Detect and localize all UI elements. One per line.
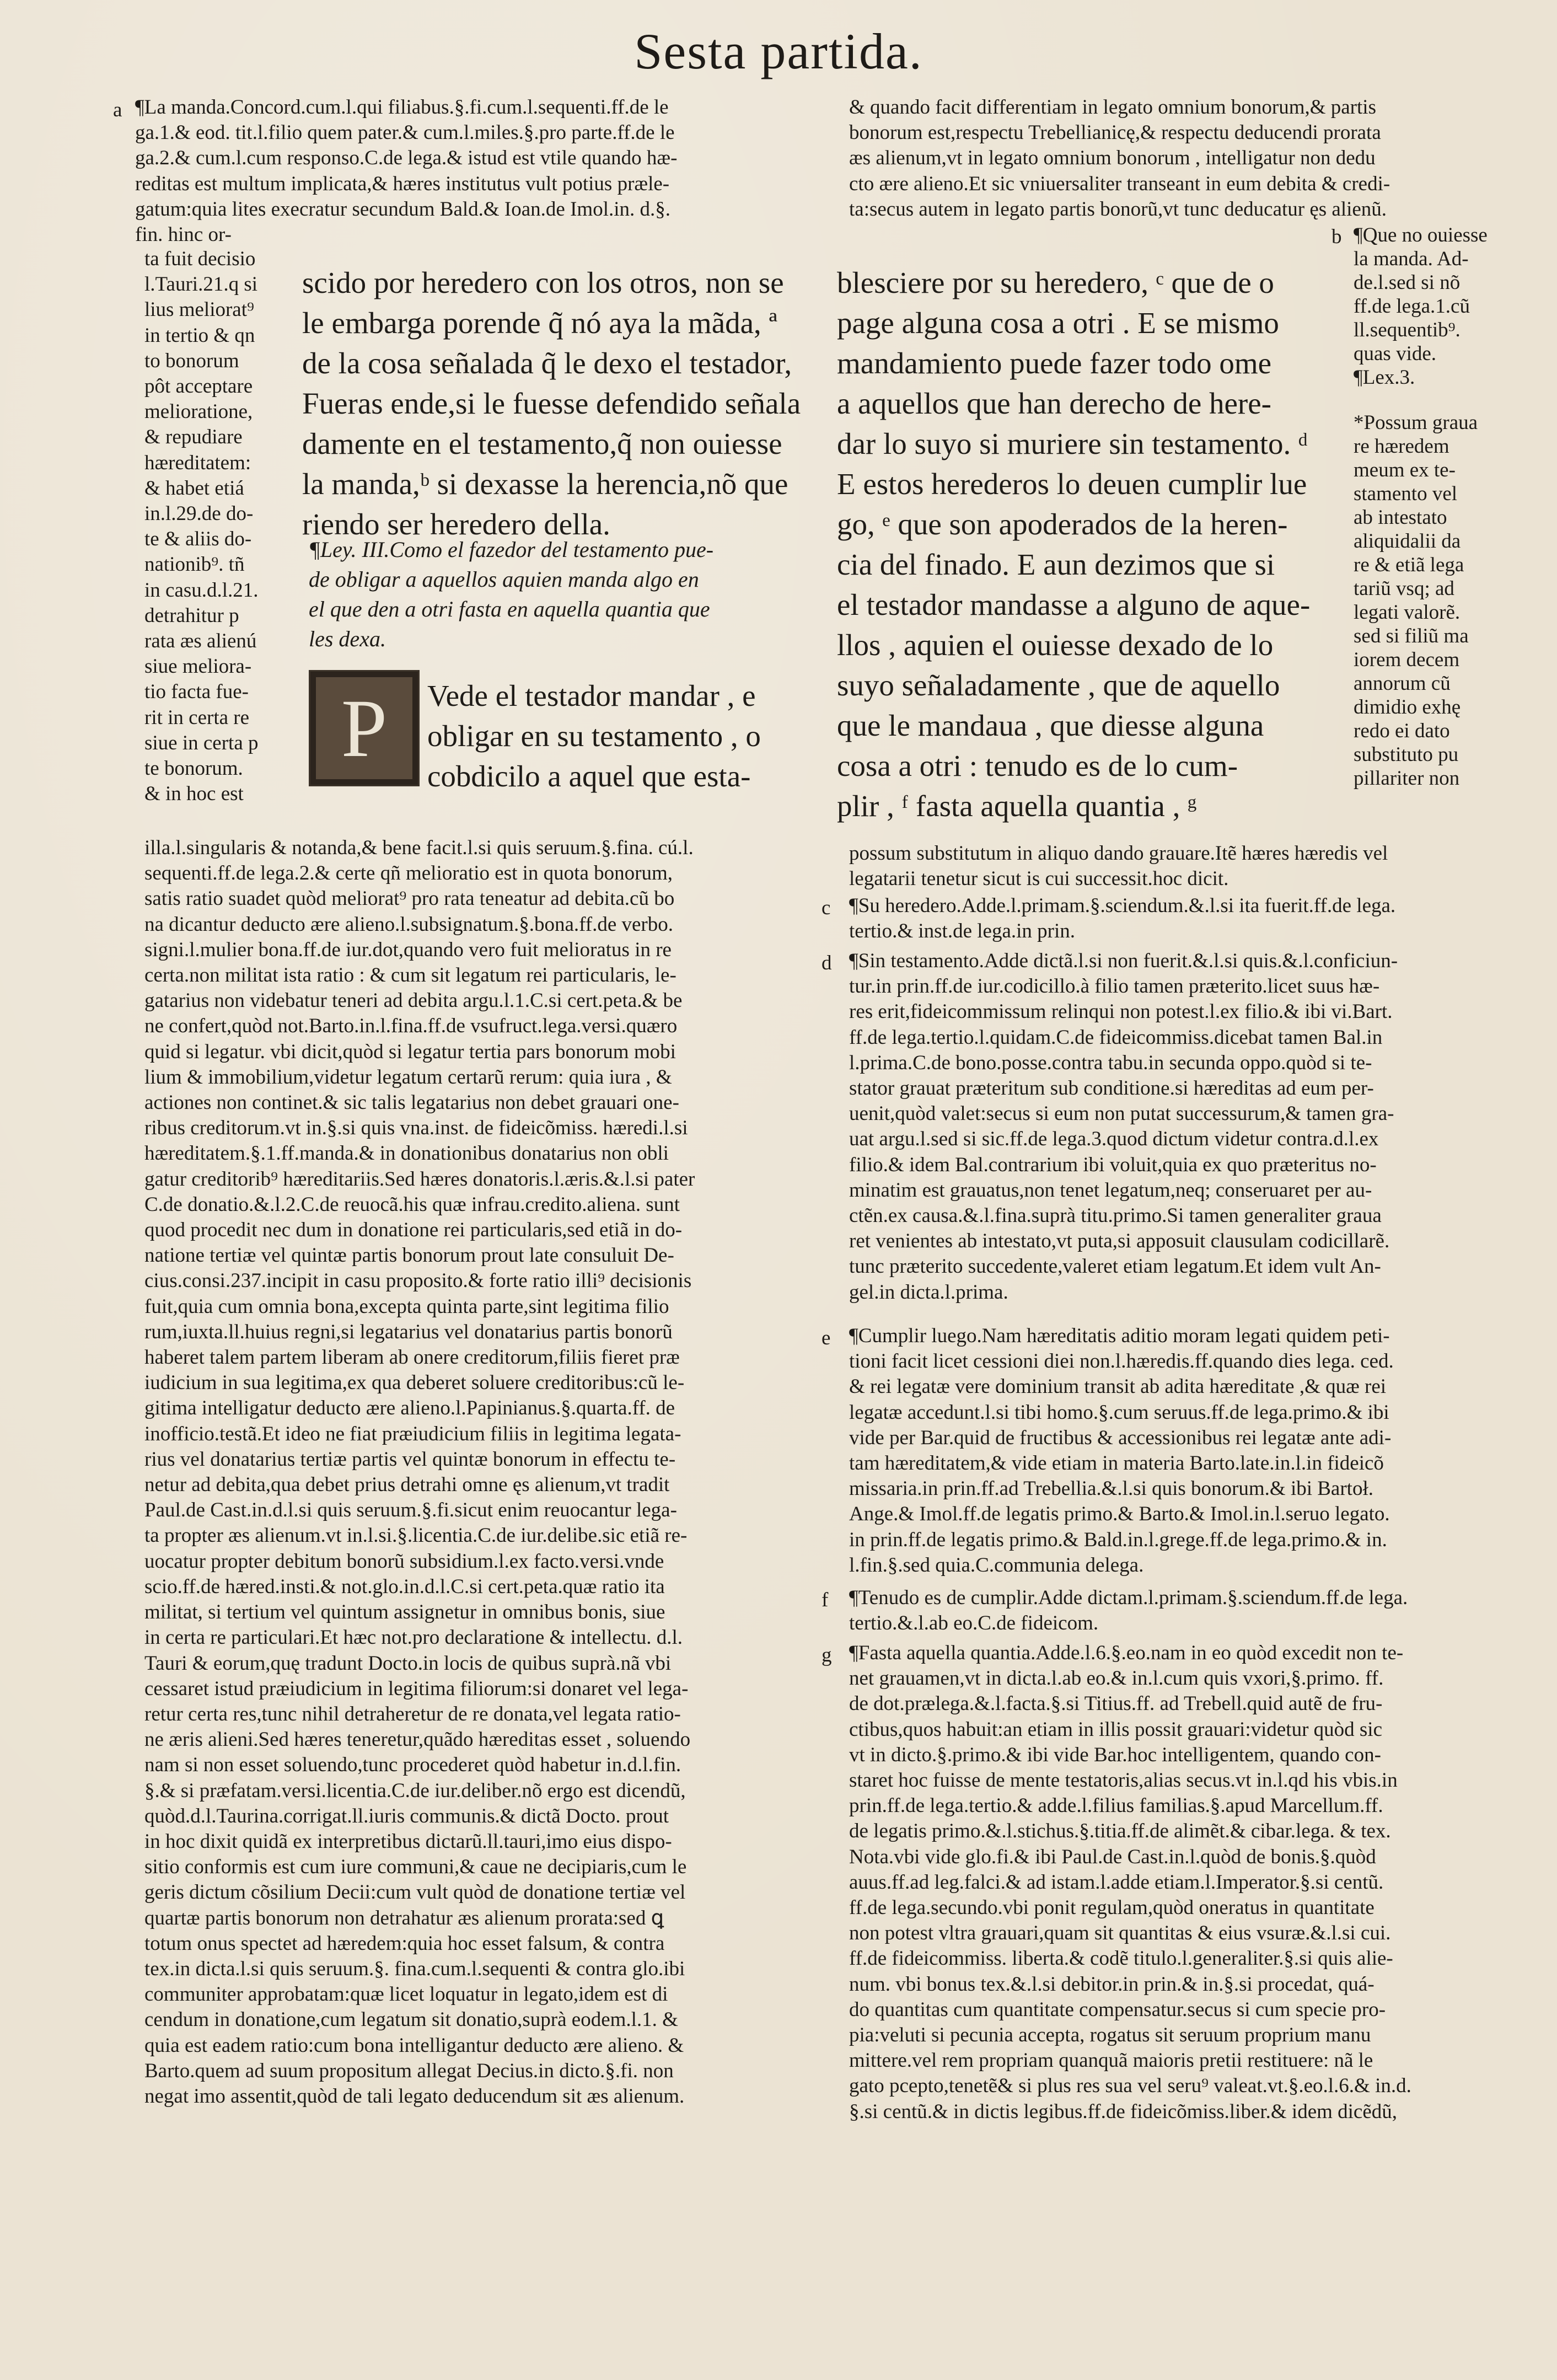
note-g-line: §.si centũ.& in dictis legibus.ff.de fideicõmiss.liber.& idem dicẽdũ, <box>849 2100 1398 2123</box>
note-lex3-line: *Possum graua <box>1354 411 1478 434</box>
gloss-bottom-left-line: quòd.d.l.Taurina.corrigat.ll.iuris communis.& dictã Docto. prout <box>144 1804 669 1827</box>
gloss-top-left <box>135 95 813 248</box>
note-g-line: auus.ff.ad leg.falci.& ad istam.l.adde etiam.l.Imperator.§.si centũ. <box>849 1870 1384 1894</box>
gloss-narrow-left-line: l.Tauri.21.q si <box>144 273 257 296</box>
gloss-mark-e: e <box>822 1327 831 1349</box>
gloss-narrow-left-line: & in hoc est <box>144 782 244 806</box>
note-d-line: ¶Sin testamento.Adde dictã.l.si non fuerit.&.l.si quis.&.l.conficiun- <box>849 950 1398 972</box>
initial-letter: P <box>341 682 388 774</box>
gloss-bottom-left-line: ta propter æs alienum.vt in.l.si.§.licentia.C.de iur.delibe.sic etiã re- <box>144 1524 688 1547</box>
gloss-bottom-left-line: totum onus spectet ad hæredem:quia hoc esset falsum, & contra <box>144 1932 665 1955</box>
note-b-line: ll.sequentib⁹. <box>1354 319 1461 341</box>
main-right-line: go, ᵉ que son apoderados de la heren- <box>837 507 1288 541</box>
note-d-line: tur.in prin.ff.de iur.codicillo.à filio tamen præterito.licet suus hæ- <box>849 975 1380 998</box>
note-g-line: ctibus,quos habuit:an etiam in illis possit grauari:videtur quòd sic <box>849 1718 1383 1741</box>
note-b-line: ¶Que no ouiesse <box>1354 224 1488 246</box>
gloss-bottom-left-line: ribus creditorum.vt in.§.si quis vna.inst. de fideicõmiss. hæredi.l.si <box>144 1117 688 1140</box>
gloss-bottom-left-line: quia est eadem ratio:cum bona intelligantur deducto ære alieno. & <box>144 2034 684 2057</box>
note-e-line: legatæ accedunt.l.si tibi homo.§.cum seruus.ff.de lega.primo.& ibi <box>849 1401 1389 1424</box>
gloss-narrow-left-line: in tertio & qn <box>144 324 255 347</box>
ley-text-line: Vede el testador mandar , e <box>427 679 756 712</box>
note-b-line: ¶Lex.3. <box>1354 366 1415 389</box>
note-f-line: tertio.&.l.ab eo.C.de fideicom. <box>849 1612 1099 1635</box>
gloss-bottom-left-line: hæreditatem.§.1.ff.manda.& in donationibus donatarius non obli <box>144 1142 669 1165</box>
note-d-line: minatim est grauatus,non tenet legatum,neq; conseruaret per au- <box>849 1178 1372 1202</box>
gloss-bottom-left-line: militat, si tertium vel quintum assignetur in omnibus bonis, siue <box>144 1601 665 1624</box>
note-g-line: non potest vltra grauari,quam sit quantitas & eius vsuræ.&.l.si cui. <box>849 1922 1391 1945</box>
note-e-line: ¶Cumplir luego.Nam hæreditatis aditio moram legati quidem peti- <box>849 1325 1390 1347</box>
gloss-narrow-left-line: siue meliora- <box>144 655 252 678</box>
gloss-bottom-left-line: na dicantur deducto ære alieno.l.subsignatum.§.bona.ff.de verbo. <box>144 913 674 936</box>
note-e <box>849 1323 1494 1578</box>
note-g-line: de dot.prælega.&.l.facta.§.si Titius.ff. ad Trebell.quid autẽ de fru- <box>849 1692 1383 1716</box>
note-d-line: ff.de lega.tertio.l.quidam.C.de fideicommiss.dicebat tamen Bal.in <box>849 1026 1383 1049</box>
gloss-bottom-left-line: in hoc dixit quidã ex interpretibus dictarũ.ll.tauri,imo eius dispo- <box>144 1830 672 1853</box>
note-d-line: tunc præterito succedente,valeret etiam legatum.Et idem vult An- <box>849 1255 1381 1278</box>
gloss-bottom-left-line: inofficio.testã.Et ideo ne fiat præiudicium filiis in legitima legata- <box>144 1422 681 1445</box>
note-lex3-line: stamento vel <box>1354 483 1458 505</box>
note-f <box>849 1585 1494 1636</box>
gloss-bottom-left-line: signi.l.mulier bona.ff.de iur.dot,quando vero fuit melioratus in re <box>144 938 672 961</box>
gloss-narrow-left-line: rit in certa re <box>144 706 250 729</box>
note-d <box>849 948 1494 1305</box>
main-right-line: plir , ᶠ fasta aquella quantia , ᵍ <box>837 789 1197 823</box>
ley-text-line: obligar en su testamento , o <box>427 719 761 753</box>
gloss-mark-f: f <box>822 1589 829 1611</box>
gloss-bottom-left-line: cessaret istud præiudicium in legitima filiorum:si donaret vel lega- <box>144 1677 689 1700</box>
running-head: Sesta partida. <box>634 23 923 79</box>
main-text-left <box>302 262 820 544</box>
note-g-line: ff.de fideicommiss. liberta.& codẽ titulo.l.generaliter.§.si quis alie- <box>849 1947 1393 1970</box>
gloss-bottom-left-line: C.de donatio.&.l.2.C.de reuocã.his quæ infrau.credito.aliena. sunt <box>144 1193 680 1216</box>
gloss-top-left-line: gatum:quia lites execratur secundum Bald.& Ioan.de Imol.in. d.§. <box>135 197 670 221</box>
gloss-top-right-line: cto ære alieno.Et sic vniuersaliter transeant in eum debita & credi- <box>849 172 1390 195</box>
note-d-line: filio.& idem Bal.contrarium ibi voluit,quia ex quo præteritus no- <box>849 1153 1377 1176</box>
main-left-line: riendo ser heredero della. <box>302 507 610 541</box>
gloss-bottom-left-line: §.& si præfatam.versi.licentia.C.de iur.deliber.nõ ergo est dicendũ, <box>144 1779 686 1802</box>
note-e-line: tam hæreditatem,& vide etiam in materia Barto.late.in.l.in fideicõ <box>849 1452 1384 1475</box>
gloss-narrow-left-line: nationib⁹. tñ <box>144 553 245 576</box>
note-g-line: mittere.vel rem propriam quanquã maioris pretii restituere: nã le <box>849 2049 1373 2072</box>
note-g-line: pia:veluti si pecunia accepta, rogatus sit seruum proprium manu <box>849 2024 1371 2047</box>
gloss-narrow-left-line: detrahitur p <box>144 604 239 627</box>
gloss-narrow-left-line: melioratione, <box>144 400 253 424</box>
gloss-narrow-left-line: ta fuit decisio <box>144 248 256 270</box>
note-d-line: ret venientes ab intestato,vt puta,si apposuit clausulam codicillarẽ. <box>849 1230 1390 1253</box>
gloss-bottom-left-line: sequenti.ff.de lega.2.& certe qñ melioratio est in quota bonorum, <box>144 862 673 885</box>
gloss-bottom-left-line: cius.consi.237.incipit in casu proposito.& forte ratio illi⁹ decisionis <box>144 1269 692 1293</box>
gloss-bottom-left-line: negat imo assentit,quòd de tali legato deducendum sit æs alienum. <box>144 2084 685 2108</box>
gloss-top-right-line: æs alienum,vt in legato omnium bonorum , intelligatur non dedu <box>849 147 1376 170</box>
note-g-line: do quantitas cum quantitate compensatur.secus si cum specie pro- <box>849 1998 1386 2021</box>
gloss-right-mid <box>849 841 1494 892</box>
note-lex3-line: dimidio exhę <box>1354 696 1461 719</box>
note-g <box>849 1641 1494 2125</box>
main-right-line: llos , aquien el ouiesse dexado de lo <box>837 628 1274 662</box>
note-lex3-line: meum ex te- <box>1354 459 1456 481</box>
main-left-line: damente en el testamento,q̃ non ouiesse <box>302 427 782 460</box>
note-b-line: la manda. Ad- <box>1354 248 1469 270</box>
main-right-line: blesciere por su heredero, ᶜ que de o <box>837 266 1274 299</box>
main-left-line: la manda,ᵇ si dexasse la herencia,nõ que <box>302 467 788 501</box>
gloss-bottom-left-line: lium & immobilium,videtur legatum certarũ rerum: quia iura , & <box>144 1065 672 1089</box>
gloss-bottom-left-line: uocatur propter debitum bonorũ subsidium.l.ex facto.versi.vnde <box>144 1550 664 1573</box>
gloss-bottom-left-line: sitio conformis est cum iure communi,& caue ne decipiaris,cum le <box>144 1856 687 1879</box>
note-lex3-line: tariũ vsq; ad <box>1354 577 1454 600</box>
note-d-line: l.prima.C.de bono.posse.contra tabu.in secunda oppo.quòd si te- <box>849 1051 1372 1074</box>
gloss-bottom-left-line: actiones non continet.& sic talis legatarius non debet grauari one- <box>144 1091 679 1114</box>
main-right-line: que le mandaua , que diesse alguna <box>837 709 1264 742</box>
note-g-line: de legatis primo.&.l.stichus.§.titia.ff.de alimẽt.& cibar.lega. & tex. <box>849 1820 1391 1843</box>
gloss-narrow-left-line: & repudiare <box>144 426 243 449</box>
gloss-bottom-left-line: gatarius non videbatur teneri ad debita argu.l.1.C.si cert.peta.& be <box>144 989 683 1012</box>
gloss-bottom-left-line: haberet talem partem liberam ab onere creditorum,filiis fieret præ <box>144 1346 680 1369</box>
decorated-initial <box>309 670 420 786</box>
note-g-line: staret hoc fuisse de mente testatoris,alias secus.vt in.l.qd his vbis.in <box>849 1769 1398 1792</box>
gloss-narrow-left-line: pôt acceptare <box>144 375 253 398</box>
note-d-line: stator grauat præteritum sub conditione.si hæreditas ad eum per- <box>849 1077 1374 1100</box>
ley-heading-line: el que den a otri fasta en aquella quantia que <box>309 597 710 621</box>
main-left-line: de la cosa señalada q̃ le dexo el testador, <box>302 346 792 380</box>
note-d-line: res erit,fideicommissum relinqui non potest.l.ex filio.& ibi vi.Bart. <box>849 1000 1393 1023</box>
gloss-top-right <box>849 95 1494 222</box>
note-c-line: ¶Su heredero.Adde.l.primam.§.sciendum.&.l.si ita fuerit.ff.de lega. <box>849 894 1396 917</box>
note-c <box>849 893 1494 944</box>
gloss-narrow-left-line: in casu.d.l.21. <box>144 578 259 602</box>
note-lex3-line: pillariter non <box>1354 767 1460 790</box>
note-lex3-line: re hæredem <box>1354 435 1449 458</box>
gloss-bottom-left-line: quid si legatur. vbi dicit,quòd si legatur tertia pars bonorum mobi <box>144 1040 676 1063</box>
note-g-line: Nota.vbi vide glo.fi.& ibi Paul.de Cast.in.l.quòd de bonis.§.quòd <box>849 1845 1376 1868</box>
gloss-narrow-left-line: lius meliorat⁹ <box>144 298 254 321</box>
note-lex3-line: iorem decem <box>1354 648 1460 671</box>
gloss-bottom-left-line: ne æris alieni.Sed hæres teneretur,quãdo hæreditas esset , soluendo <box>144 1728 691 1751</box>
gloss-bottom-left-line: fuit,quia cum omnia bona,excepta quinta parte,sint legitima filio <box>144 1295 669 1318</box>
gloss-bottom-left-line: nam si non esset soluendo,tunc procederet quòd habetur in.d.l.fin. <box>144 1754 681 1777</box>
main-right-line: suyo señaladamente , que de aquello <box>837 668 1280 702</box>
note-lex3-line: redo ei dato <box>1354 720 1450 742</box>
note-lex3-line: aliquidalii da <box>1354 530 1461 553</box>
gloss-bottom-left-line: satis ratio suadet quòd meliorat⁹ pro rata teneatur ad debita.cũ bo <box>144 887 675 910</box>
gloss-bottom-left-line: ne confert,quòd not.Barto.in.l.fina.ff.de vsufruct.lega.versi.quæro <box>144 1015 678 1038</box>
note-e-line: in prin.ff.de legatis primo.& Bald.in.l.grege.ff.de lega.primo.& in. <box>849 1528 1387 1551</box>
note-g-line: gato pcepto,tenetẽ& si plus res sua vel seru⁹ valeat.vt.§.eo.l.6.& in.d. <box>849 2075 1411 2098</box>
gloss-bottom-left-line: scio.ff.de hæred.insti.& not.glo.in.d.l.C.si cert.peta.quæ ratio ita <box>144 1575 665 1598</box>
gloss-narrow-left-line: in.l.29.de do- <box>144 502 254 526</box>
gloss-narrow-left-line: siue in certa p <box>144 731 259 754</box>
note-d-line: gel.in dicta.l.prima. <box>849 1280 1008 1304</box>
note-b <box>1354 223 1519 389</box>
gloss-mark-g: g <box>822 1644 832 1666</box>
note-e-line: vide per Bar.quid de fructibus & accessionibus rei legatæ ante adi- <box>849 1426 1392 1449</box>
main-left-line: Fueras ende,si le fuesse defendido señala <box>302 387 801 420</box>
note-d-line: uenit,quòd valet:secus si eum non putat successurum,& tamen gra- <box>849 1102 1394 1125</box>
note-lex3-line: substituto pu <box>1354 743 1459 766</box>
ley-text-line: cobdicilo a aquel que esta- <box>427 759 751 793</box>
note-lex3-line: legati valorẽ. <box>1354 601 1461 624</box>
gloss-bottom-left-line: rum,iuxta.ll.huius regni,si legatarius vel donatarius partis bonorũ <box>144 1320 673 1343</box>
gloss-bottom-left-line: gitima intelligatur deducto ære alieno.l.Papinianus.§.quarta.ff. de <box>144 1397 675 1420</box>
note-lex3-line: ab intestato <box>1354 506 1447 529</box>
gloss-bottom-left-line: certa.non militat ista ratio : & cum sit legatum rei particularis, le- <box>144 964 677 987</box>
gloss-top-right-line: & quando facit differentiam in legato omnium bonorum,& partis <box>849 96 1376 119</box>
gloss-narrow-left-line: rata æs alienú <box>144 630 257 653</box>
note-e-line: & rei legatæ vere dominium transit ab adita hæreditate ,& quæ rei <box>849 1375 1387 1398</box>
main-right-line: a aquellos que han derecho de here- <box>837 387 1271 420</box>
gloss-bottom-left-line: cendum in donatione,cum legatum sit donatio,suprà eodem.l.1. & <box>144 2008 678 2031</box>
ley-heading-line: ¶Ley. III.Como el fazedor del testamento pue- <box>309 537 714 562</box>
gloss-bottom-left-line: Barto.quem ad suum propositum allegat Decius.in dicto.§.fi. non <box>144 2059 674 2082</box>
gloss-mark-c: c <box>822 897 831 919</box>
note-lex3-line: annorum cũ <box>1354 672 1451 695</box>
gloss-bottom-left-line: communiter approbatam:quæ licet loquatur in legato,idem est di <box>144 1983 668 2006</box>
main-left-line: le embarga porende q̃ nó aya la mãda, ª <box>302 306 777 340</box>
ley-heading-line: de obligar a aquellos aquien manda algo en <box>309 567 699 592</box>
gloss-top-right-line: bonorum est,respectu Trebellianicę,& respectu deducendi prorata <box>849 121 1381 144</box>
note-b-line: ff.de lega.1.cũ <box>1354 295 1470 318</box>
main-right-line: mandamiento puede fazer todo ome <box>837 346 1272 380</box>
gloss-narrow-left-line: te & aliis do- <box>144 528 252 551</box>
note-g-line: vt in dicto.§.primo.& ibi vide Bar.hoc intelligentem, quando con- <box>849 1743 1381 1766</box>
main-right-line: page alguna cosa a otri . E se mismo <box>837 306 1279 340</box>
gloss-top-right-line: ta:secus autem in legato partis bonorũ,vt tunc deducatur ęs alienũ. <box>849 197 1387 221</box>
note-d-line: ctẽn.ex causa.&.l.fina.suprà titu.primo.Si tamen generaliter graua <box>849 1204 1382 1227</box>
gloss-right-mid-line: legatarii tenetur sicut is cui successit.hoc dicit. <box>849 867 1229 891</box>
ley-text <box>427 676 824 796</box>
note-g-line: prin.ff.de lega.tertio.& adde.l.filius familias.§.apud Marcellum.ff. <box>849 1794 1383 1818</box>
note-g-line: num. vbi bonus tex.&.l.si debitor.in prin.& in.§.si procedat, quá- <box>849 1972 1375 1996</box>
note-lex3 <box>1354 411 1519 790</box>
gloss-bottom-left-line: Tauri & eorum,quę tradunt Docto.in locis de quibus suprà.nã vbi <box>144 1652 672 1675</box>
note-g-line: net grauamen,vt in dicta.l.ab eo.& in.l.cum quis vxori,§.primo. ff. <box>849 1667 1384 1690</box>
main-left-line: scido por heredero con los otros, non se <box>302 266 784 299</box>
note-e-line: tioni facit licet cessioni diei non.l.hæredis.ff.quando dies lega. ced. <box>849 1350 1394 1373</box>
main-right-line: cosa a otri : tenudo es de lo cum- <box>837 749 1238 782</box>
gloss-mark-b: b <box>1331 226 1342 248</box>
note-b-line: de.l.sed si nõ <box>1354 271 1461 294</box>
gloss-right-mid-line: possum substitutum in aliquo dando grauare.Itẽ hæres hæredis vel <box>849 842 1388 865</box>
gloss-bottom-left-line: quartæ partis bonorum non detrahatur æs alienum prorata:sed ꝗ <box>144 1906 664 1929</box>
ley-heading-line: les dexa. <box>309 626 386 651</box>
gloss-narrow-left-line: te bonorum. <box>144 757 243 780</box>
note-lex3-line: re & etiã lega <box>1354 554 1464 576</box>
gloss-bottom-left-line: natione tertiæ vel quintæ partis bonorum prout late consuluit De- <box>144 1244 674 1267</box>
gloss-bottom-left-line: rius vel donatarius tertiæ partis vel quintæ bonorum in effectu te- <box>144 1448 676 1471</box>
note-c-line: tertio.& inst.de lega.in prin. <box>849 920 1075 943</box>
gloss-bottom-left-line: Paul.de Cast.in.d.l.si quis seruum.§.fi.sicut enim reuocantur lega- <box>144 1499 677 1522</box>
gloss-bottom-left <box>144 835 823 2109</box>
note-e-line: l.fin.§.sed quia.C.communia delega. <box>849 1553 1144 1577</box>
gloss-top-left-line: ga.1.& eod. tit.l.filio quem pater.& cum.l.miles.§.pro parte.ff.de le <box>135 121 675 144</box>
gloss-bottom-left-line: gatur creditorib⁹ hæreditariis.Sed hæres donatoris.l.æris.&.l.si pater <box>144 1167 695 1191</box>
note-e-line: Ange.& Imol.ff.de legatis primo.& Barto.& Imol.in.l.seruo legato. <box>849 1503 1390 1526</box>
gloss-top-left-line: reditas est multum implicata,& hæres institutus vult potius præle- <box>135 172 670 195</box>
gloss-narrow-left-line: & habet etiá <box>144 476 244 500</box>
gloss-top-left-line: ¶La manda.Concord.cum.l.qui filiabus.§.fi.cum.l.sequenti.ff.de le <box>135 96 669 119</box>
ley-heading <box>309 535 822 654</box>
main-right-line: E estos herederos lo deuen cumplir lue <box>837 467 1307 501</box>
note-b-line: quas vide. <box>1354 342 1437 365</box>
gloss-mark-d: d <box>822 952 832 974</box>
gloss-top-left-line: ga.2.& cum.l.cum responso.C.de lega.& istud est vtile quando hæ- <box>135 147 678 170</box>
gloss-bottom-left-line: iudicium in sua legitima,ex qua deberet soluere creditoribus:cũ le- <box>144 1371 685 1395</box>
gloss-narrow-left-line: tio facta fue- <box>144 680 249 704</box>
note-d-line: uat argu.l.sed si sic.ff.de lega.3.quod dictum videtur contra.d.l.ex <box>849 1128 1379 1151</box>
gloss-bottom-left-line: in certa re particulari.Et hæc not.pro declaratione & intellectu. d.l. <box>144 1626 683 1649</box>
gloss-bottom-left-line: netur ad debita,qua debet prius detrahi omne ęs alienum,vt tradit <box>144 1473 670 1497</box>
gloss-bottom-left-line: tex.in dicta.l.si quis seruum.§. fina.cum.l.sequenti & contra glo.ibi <box>144 1957 685 1980</box>
note-e-line: missaria.in prin.ff.ad Trebellia.&.l.si quis bonorum.& ibi Bartoł. <box>849 1477 1373 1500</box>
gloss-bottom-left-line: retur certa res,tunc nihil detraheretur de re donata,vel legata ratio- <box>144 1702 681 1725</box>
gloss-narrow-left <box>144 246 282 807</box>
note-f-line: ¶Tenudo es de cumplir.Adde dictam.l.primam.§.sciendum.ff.de lega. <box>849 1586 1408 1609</box>
main-right-line: cia del finado. E aun dezimos que si <box>837 548 1275 581</box>
gloss-bottom-left-line: illa.l.singularis & notanda,& bene facit.l.si quis seruum.§.fina. cú.l. <box>144 837 694 859</box>
gloss-top-left-line: fin. hinc or- <box>135 223 232 246</box>
note-g-line: ff.de lega.secundo.vbi ponit regulam,quòd oneratus in quantitate <box>849 1896 1375 1920</box>
note-g-line: ¶Fasta aquella quantia.Adde.l.6.§.eo.nam in eo quòd excedit non te- <box>849 1642 1404 1664</box>
gloss-bottom-left-line: geris dictum cõsilium Decii:cum vult quòd de donatione tertiæ vel <box>144 1881 686 1904</box>
main-right-line: dar lo suyo si muriere sin testamento. ᵈ <box>837 427 1308 460</box>
main-right-line: el testador mandasse a alguno de aque- <box>837 588 1311 621</box>
gloss-narrow-left-line: to bonorum <box>144 349 239 372</box>
note-lex3-line: sed si filiũ ma <box>1354 625 1469 647</box>
gloss-bottom-left-line: quod procedit nec dum in donatione rei particularis,sed etiã in do- <box>144 1219 683 1242</box>
gloss-narrow-left-line: hæreditatem: <box>144 451 251 474</box>
main-text-right <box>837 262 1333 826</box>
gloss-mark-a: a <box>113 99 122 121</box>
